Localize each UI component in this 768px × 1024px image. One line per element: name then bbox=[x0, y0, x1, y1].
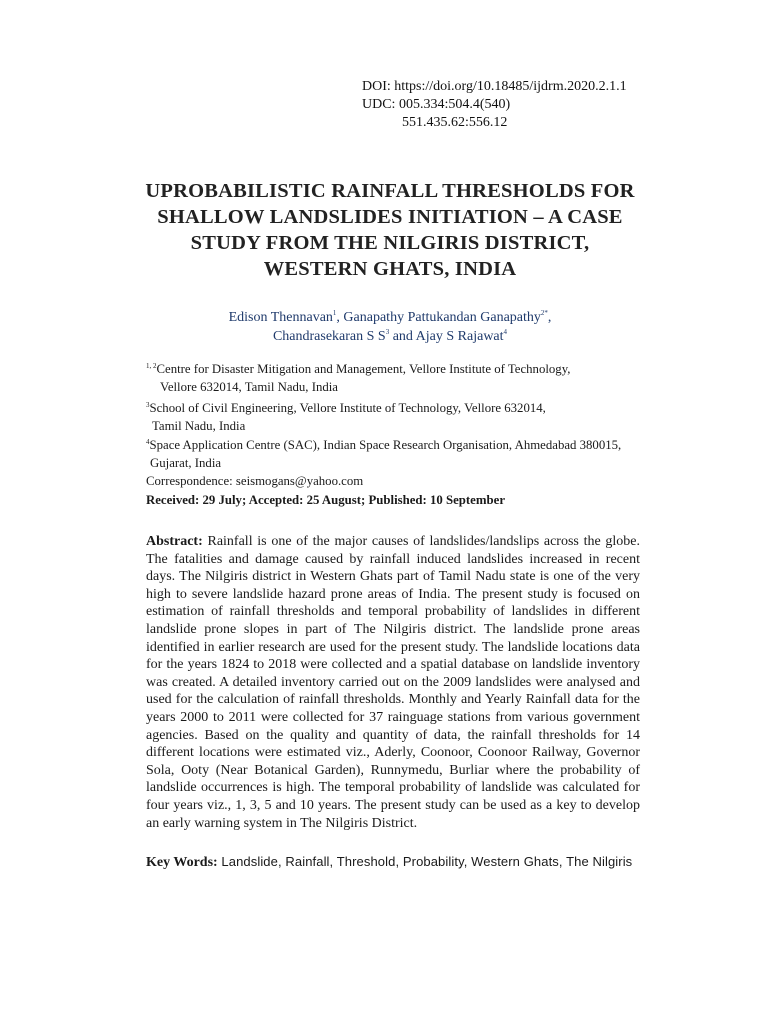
doi-line[interactable]: DOI: https://doi.org/10.18485/ijdrm.2020.2.1.1 bbox=[362, 79, 627, 94]
author-name: and Ajay S Rajawat bbox=[389, 329, 504, 344]
abstract-label: Abstract: bbox=[146, 534, 203, 549]
keywords-label: Key Words: bbox=[146, 855, 218, 870]
author-name: , Ganapathy Pattukandan Ganapathy bbox=[336, 310, 541, 325]
keywords-paragraph bbox=[146, 853, 640, 872]
affiliation-text: Tamil Nadu, India bbox=[152, 419, 246, 433]
affiliation-text: Space Application Centre (SAC), Indian Space Research Organisation, Ahmedabad 380015, bbox=[149, 438, 622, 452]
author-separator: , bbox=[547, 310, 552, 325]
author-list bbox=[120, 308, 660, 346]
affiliation-1 bbox=[146, 360, 706, 396]
author-name: Chandrasekaran S S bbox=[272, 329, 386, 344]
affiliation-mark: 1, 2 bbox=[146, 362, 157, 370]
author-affiliation-mark: 2* bbox=[540, 309, 548, 317]
author-name: Edison Thennavan bbox=[228, 310, 333, 325]
author-affiliation-mark: 4 bbox=[503, 328, 508, 336]
affiliation-mark: 3 bbox=[146, 401, 150, 409]
udc-line-continued: 551.435.62:556.12 bbox=[402, 115, 508, 130]
doi-udc-block bbox=[362, 78, 627, 132]
author-affiliation-mark: 1 bbox=[332, 309, 337, 317]
title-line-2: SHALLOW LANDSLIDES INITIATION – A CASE bbox=[157, 206, 623, 228]
abstract-paragraph bbox=[146, 533, 640, 832]
publication-dates: Received: 29 July; Accepted: 25 August; Published: 10 September bbox=[146, 493, 505, 507]
affiliation-text: Centre for Disaster Mitigation and Management, Vellore Institute of Technology, bbox=[156, 362, 571, 376]
correspondence-line[interactable]: Correspondence: seismogans@yahoo.com bbox=[146, 474, 364, 488]
title-line-4: WESTERN GHATS, INDIA bbox=[263, 258, 517, 280]
udc-line: UDC: 005.334:504.4(540) bbox=[362, 97, 511, 112]
affiliation-text: Vellore 632014, Tamil Nadu, India bbox=[160, 380, 338, 394]
affiliation-mark: 4 bbox=[146, 438, 150, 446]
author-affiliation-mark: 3 bbox=[385, 328, 390, 336]
affiliation-2 bbox=[146, 399, 706, 435]
affiliation-3 bbox=[146, 436, 706, 472]
affiliation-text: School of Civil Engineering, Vellore Institute of Technology, Vellore 632014, bbox=[149, 401, 546, 415]
title-line-1: UPROBABILISTIC RAINFALL THRESHOLDS FOR bbox=[145, 180, 635, 202]
keywords-text: Landslide, Rainfall, Threshold, Probability, Western Ghats, The Nilgiris bbox=[217, 854, 633, 869]
abstract-text: Rainfall is one of the major causes of landslides/landslips across the globe. The fatalities and damage caused by rainfall induced landslides increased in recent days. The Nilgiris district in Western Ghats part of Tamil Nadu state is one of the very high to severe landslide hazard prone areas of India. The present study is focused on estimation of rainfall thresholds and temporal probability of landslides in different landslide prone slopes in part of The Nilgiris district. The landslide prone areas identified in earlier research are used for the present study. The landslide locations data for the years 1824 to 2018 were collected and a spatial database on landslide inventory was created. A detailed inventory carried out on the 2009 landslides were analysed and used for the calculation of rainfall thresholds. Monthly and Yearly Rainfall data for the years 2000 to 2011 were collected for 37 rainguage stations from various government agencies. Based on the quality and quantity of data, the rainfall thresholds for 14 different locations were estimated viz., Aderly, Coonoor, Coonoor Railway, Governor Sola, Ooty (Near Botanical Garden), Runnymedu, Burliar where the probability of landslide occurrences is high. The temporal probability of landslide was calculated for four years viz., 1, 3, 5 and 10 years. The present study can be used as a key to develop an early warning system in The Nilgiris District. bbox=[146, 534, 640, 831]
paper-title bbox=[100, 178, 680, 282]
title-line-3: STUDY FROM THE NILGIRIS DISTRICT, bbox=[190, 232, 590, 254]
affiliation-text: Gujarat, India bbox=[150, 456, 222, 470]
